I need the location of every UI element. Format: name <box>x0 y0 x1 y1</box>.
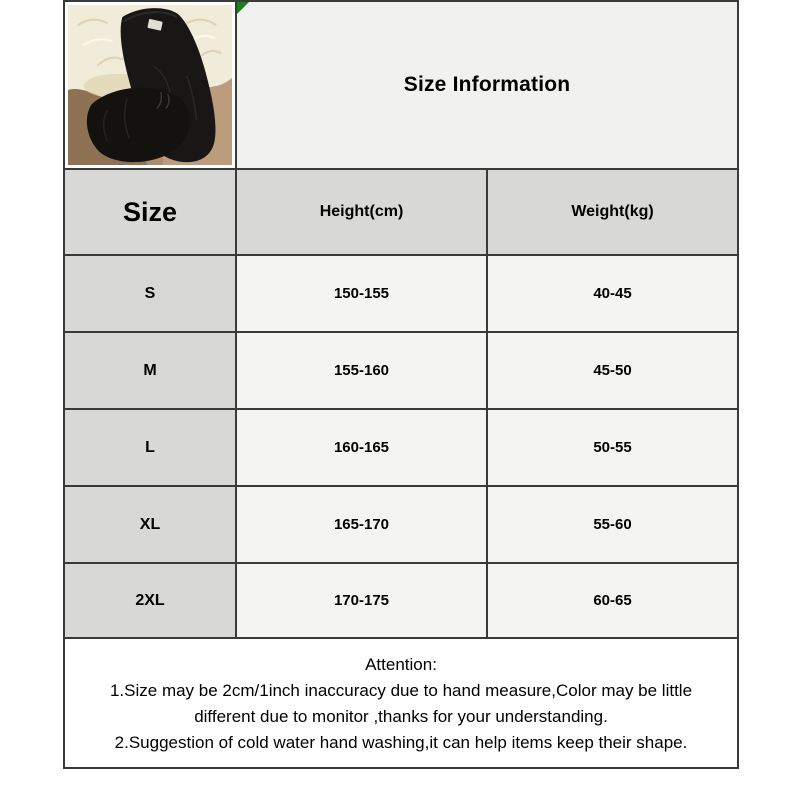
weight-cell: 60-65 <box>487 563 738 638</box>
table-row-xl <box>64 486 738 563</box>
photo-title-row <box>64 1 738 169</box>
table-row-2xl <box>64 563 738 638</box>
attention-line: Attention: <box>365 655 437 674</box>
attention-line: 2.Suggestion of cold water hand washing,it can help items keep their shape. <box>114 733 688 752</box>
height-column-header: Height(cm) <box>236 169 487 255</box>
table-row-m <box>64 332 738 409</box>
page-title: Size Information <box>403 73 571 96</box>
excel-corner-indicator-icon <box>237 2 249 14</box>
height-cell: 165-170 <box>236 486 487 563</box>
table-row-s <box>64 255 738 332</box>
size-cell: XL <box>64 486 236 563</box>
attention-note <box>64 638 738 768</box>
size-information-sheet <box>63 0 739 769</box>
size-cell: L <box>64 409 236 486</box>
height-cell: 150-155 <box>236 255 487 332</box>
size-cell: M <box>64 332 236 409</box>
size-cell: 2XL <box>64 563 236 638</box>
attention-line: 1.Size may be 2cm/1inch inaccuracy due to hand measure,Color may be little <box>109 681 693 700</box>
size-column-header: Size <box>64 169 236 255</box>
table-row-l <box>64 409 738 486</box>
weight-column-header: Weight(kg) <box>487 169 738 255</box>
height-cell: 155-160 <box>236 332 487 409</box>
size-information-title-cell <box>236 1 738 169</box>
product-photo <box>68 5 232 165</box>
height-cell: 160-165 <box>236 409 487 486</box>
attention-line: different due to monitor ,thanks for your understanding. <box>194 707 608 726</box>
height-cell: 170-175 <box>236 563 487 638</box>
table-header-row <box>64 169 738 255</box>
weight-cell: 40-45 <box>487 255 738 332</box>
weight-cell: 50-55 <box>487 409 738 486</box>
weight-cell: 55-60 <box>487 486 738 563</box>
size-table <box>63 0 739 769</box>
weight-cell: 45-50 <box>487 332 738 409</box>
size-cell: S <box>64 255 236 332</box>
attention-row <box>64 638 738 768</box>
product-photo-cell <box>64 1 236 169</box>
